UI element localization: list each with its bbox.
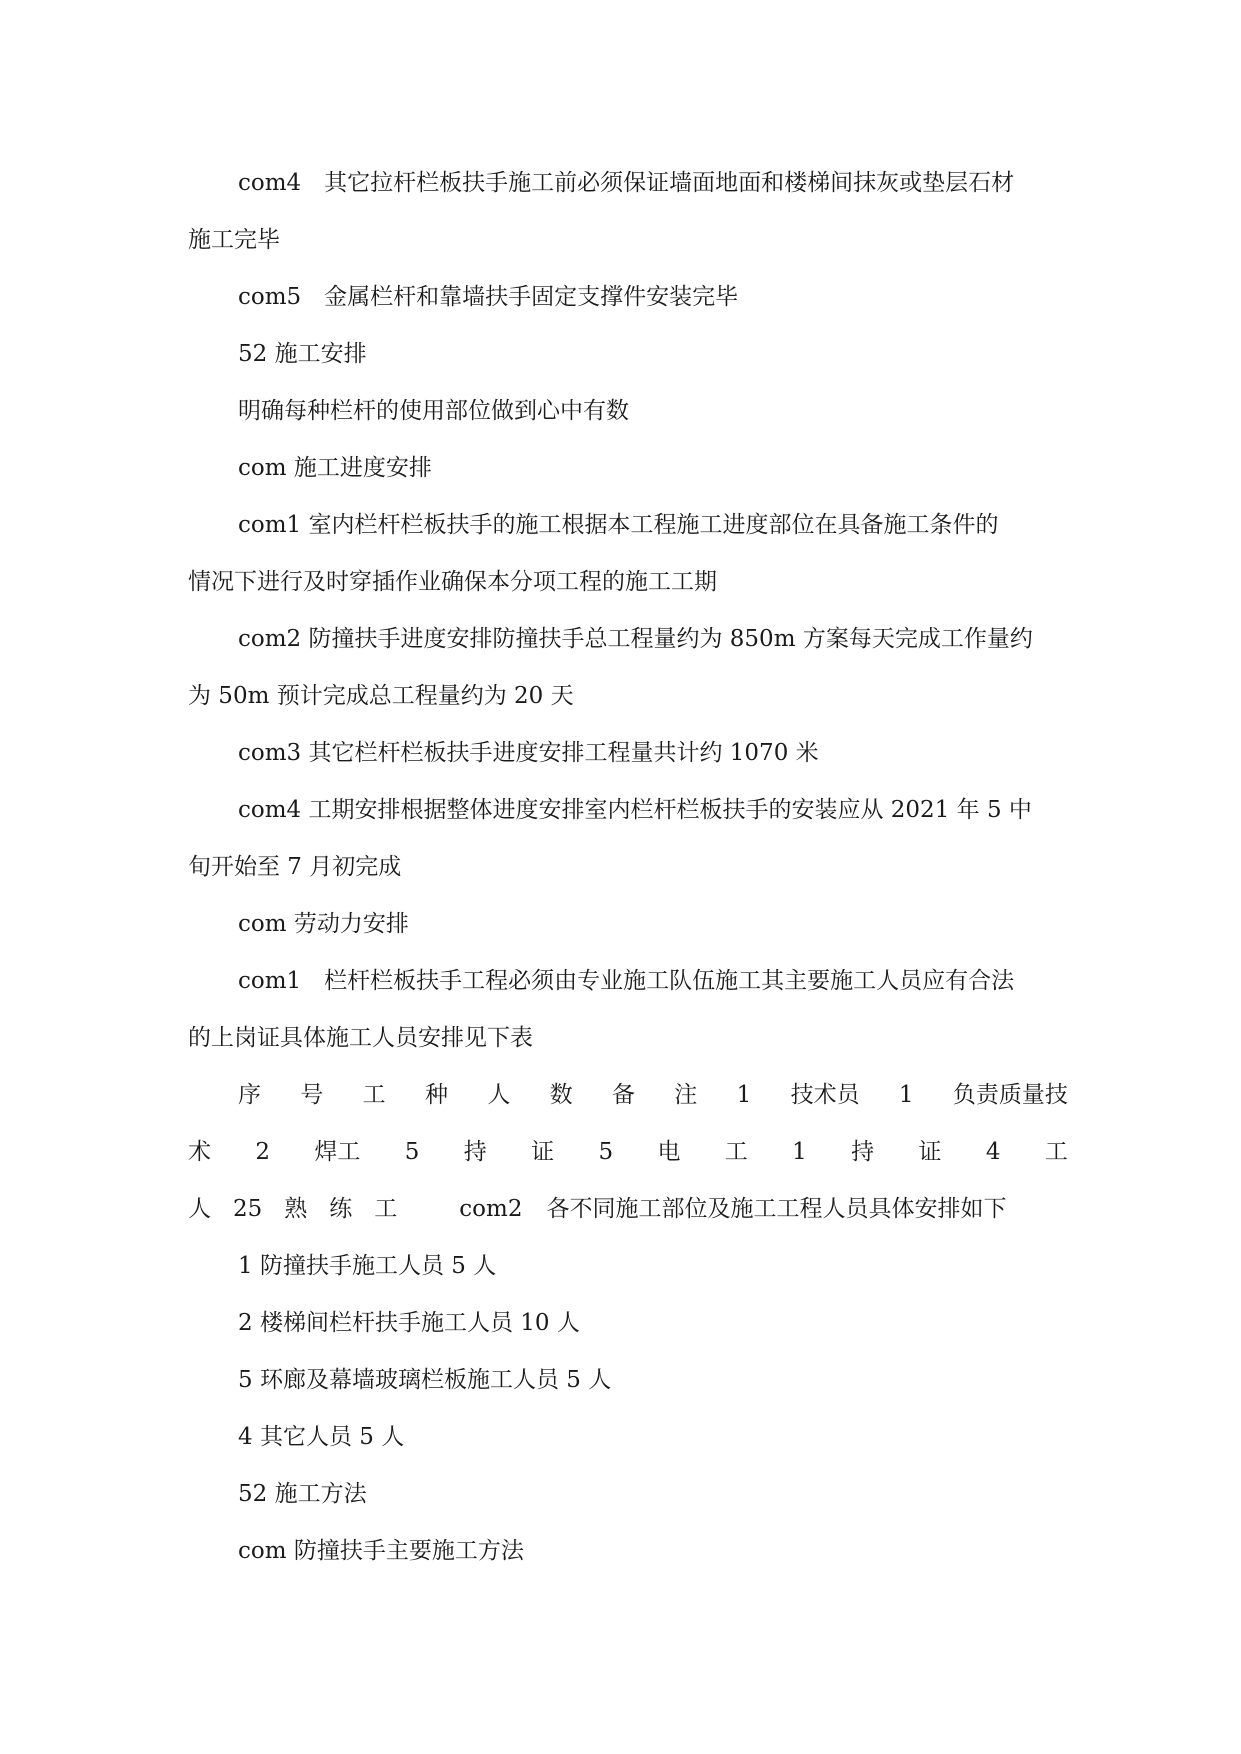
- table-cell: 1: [792, 1139, 807, 1165]
- document-page: [188, 155, 1068, 1580]
- table-cell: 证: [918, 1139, 942, 1165]
- paragraph-line: 旬开始至 7 月初完成: [188, 854, 402, 880]
- table-cell: 数: [549, 1082, 573, 1108]
- table-cell: 持: [851, 1139, 875, 1165]
- paragraph-line: com1 栏杆栏板扶手工程必须由专业施工队伍施工其主要施工人员应有合法: [238, 968, 1015, 994]
- subsection-heading: com 劳动力安排: [238, 911, 409, 937]
- section-heading: 52 施工安排: [238, 341, 367, 367]
- text-block-after-table: [188, 1238, 1068, 1580]
- text-block-before-table: [188, 155, 1068, 1067]
- table-cell: 5: [598, 1139, 614, 1165]
- table-row: [188, 1124, 1068, 1181]
- subsection-heading: com 施工进度安排: [238, 455, 432, 481]
- table-cell: 2: [255, 1139, 270, 1165]
- paragraph-line: com1 室内栏杆栏板扶手的施工根据本工程施工进度部位在具备施工条件的: [238, 512, 999, 538]
- table-cell: 术: [188, 1139, 211, 1165]
- table-cell: 25: [233, 1196, 263, 1222]
- table-cell: 熟: [284, 1196, 308, 1222]
- table-cell: 各不同施工部位及施工工程人员具体安排如下: [546, 1196, 1007, 1222]
- paragraph-line: 为 50m 预计完成总工程量约为 20 天: [188, 683, 574, 709]
- table-cell: 4: [985, 1139, 1001, 1165]
- paragraph-line: 4 其它人员 5 人: [238, 1424, 405, 1450]
- table-cell: 人: [487, 1082, 511, 1108]
- table-row: [188, 1067, 1068, 1124]
- subsection-heading: com 防撞扶手主要施工方法: [238, 1538, 524, 1564]
- table-cell: 人: [188, 1196, 211, 1222]
- flattened-table: [188, 1067, 1068, 1238]
- table-cell: 1: [898, 1082, 914, 1108]
- table-cell: 备: [611, 1082, 635, 1108]
- table-cell: 工: [374, 1196, 398, 1222]
- table-cell: 电: [657, 1139, 681, 1165]
- paragraph-line: 2 楼梯间栏杆扶手施工人员 10 人: [238, 1310, 580, 1336]
- paragraph-line: 的上岗证具体施工人员安排见下表: [188, 1025, 533, 1051]
- table-cell: 序: [238, 1082, 261, 1108]
- paragraph-line: com4 工期安排根据整体进度安排室内栏杆栏板扶手的安装应从 2021 年 5 中: [238, 797, 1032, 823]
- table-cell: 号: [300, 1082, 324, 1108]
- table-cell: 工: [362, 1082, 386, 1108]
- section-heading: 52 施工方法: [238, 1481, 367, 1507]
- table-cell: 种: [424, 1082, 448, 1108]
- paragraph-line: 施工完毕: [188, 227, 280, 253]
- table-cell: 技术员: [790, 1082, 860, 1108]
- paragraph-line: com4 其它拉杆栏板扶手施工前必须保证墙面地面和楼梯间抹灰或垫层石材: [238, 170, 1015, 196]
- paragraph-line: com2 防撞扶手进度安排防撞扶手总工程量约为 850m 方案每天完成工作量约: [238, 626, 1033, 652]
- paragraph-line: 1 防撞扶手施工人员 5 人: [238, 1253, 497, 1279]
- table-cell: 证: [531, 1139, 555, 1165]
- paragraph-line: 5 环廊及幕墙玻璃栏板施工人员 5 人: [238, 1367, 612, 1393]
- table-cell: 负责质量技: [952, 1082, 1068, 1108]
- table-row: [188, 1181, 1068, 1238]
- table-cell: com2: [459, 1196, 523, 1222]
- paragraph-line: 情况下进行及时穿插作业确保本分项工程的施工工期: [188, 569, 717, 595]
- table-cell: 持: [463, 1139, 487, 1165]
- table-cell: 5: [404, 1139, 420, 1165]
- table-cell: 工: [724, 1139, 748, 1165]
- table-cell: 焊工: [314, 1139, 361, 1165]
- paragraph-line: com3 其它栏杆栏板扶手进度安排工程量共计约 1070 米: [238, 740, 819, 766]
- paragraph-line: 明确每种栏杆的使用部位做到心中有数: [238, 398, 629, 424]
- table-cell: 练: [329, 1196, 353, 1222]
- table-cell: 1: [736, 1082, 752, 1108]
- table-cell: 注: [674, 1082, 698, 1108]
- paragraph-line: com5 金属栏杆和靠墙扶手固定支撑件安装完毕: [238, 284, 739, 310]
- table-cell: 工: [1044, 1139, 1068, 1165]
